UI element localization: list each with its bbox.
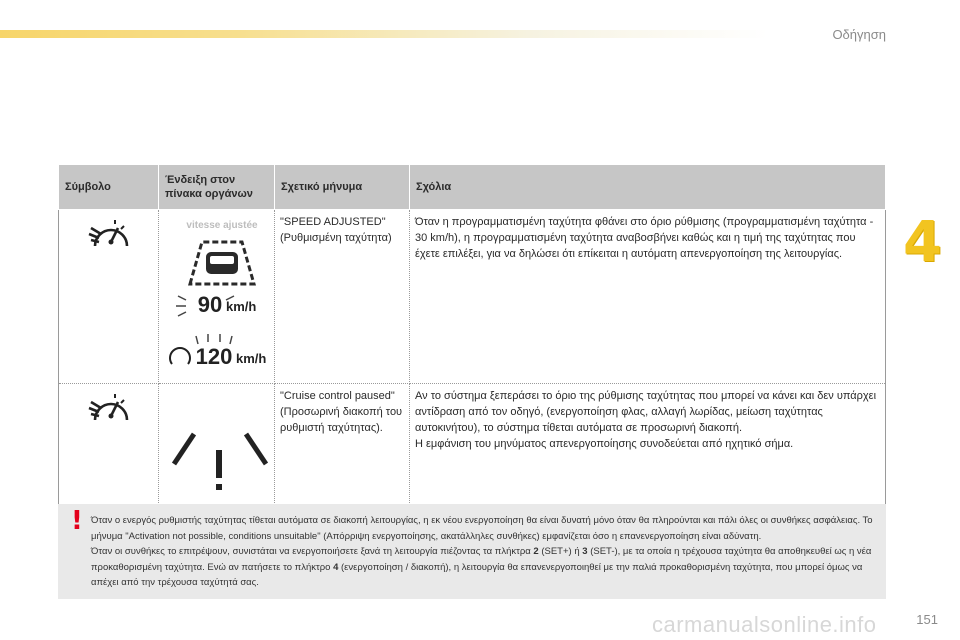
header-comment: Σχόλια <box>410 165 886 210</box>
key-2: 2 <box>533 546 539 558</box>
header-display: Ένδειξη στον πίνακα οργάνων <box>159 165 275 210</box>
speed-limiter-icon <box>87 214 131 250</box>
display-cell <box>159 384 275 506</box>
warning-paragraph: Όταν ο ενεργός ρυθμιστής ταχύτητας τίθεται αυτόματα σε διακοπή λειτουργίας, η εκ νέου ενεργοποίηση θα είναι δυνατή μόνο όταν θα πληρούνται και πάλι όλες οι συνθήκες ασφάλειας. Το μήνυμα "Activation not possible, conditions unsuitable" (Απόρριψη ενεργοποίησης, ακατάλληλες συνθήκες) εμφανίζεται όσο η επανενεργοποίηση είναι αδύνατη. <box>91 515 873 542</box>
display-unit-main: km/h <box>226 299 257 314</box>
symbol-cell <box>59 384 159 506</box>
watermark: carmanualsonline.info <box>652 612 877 637</box>
warning-text: (SET-), με τα οποία η τρέχουσα ταχύτητα θα αποθηκευθεί ως η νέα προκαθορισμένη ταχύτητα. Ενώ αν πατήσετε το πλήκτρο <box>91 546 872 573</box>
display-cell <box>159 210 275 384</box>
cruise-control-messages-table <box>58 164 886 506</box>
comment-paragraph: Όταν η προγραμματισμένη ταχύτητα φθάνει στο όριο ρύθμισης (προγραμματισμένη ταχύτητα - 30 km/h), η προγραμματισμένη ταχύτητα αναβοσβήνει καθώς και η τιμή της ταχύτητας που έχετε επιλέξει, για να δηλώσει ότι επίκειται η αυτόματη απενεργοποίηση της λειτουργίας. <box>415 216 874 260</box>
key-3: 3 <box>582 546 588 558</box>
comment-paragraph: Η εμφάνιση του μηνύματος απενεργοποίησης συνοδεύεται από ηχητικό σήμα. <box>415 438 794 450</box>
comment-paragraph: Αν το σύστημα ξεπεράσει το όριο της ρύθμισης ταχύτητας που μπορεί να κάνει και δεν υπάρχει αντίδραση από τον οδηγό, (ενεργοποίηση φλας, αλλαγή λωρίδας, μείωση ταχύτητας αυτοκινήτου), το σύστημα τίθεται αυτόματα σε προσωρινή διακοπή. <box>415 390 877 434</box>
warning-note-box <box>58 504 886 599</box>
display-banner: vitesse ajustée <box>186 220 258 231</box>
page-number: 151 <box>916 612 938 627</box>
symbol-cell <box>59 210 159 384</box>
warning-text: Όταν οι συνθήκες το επιτρέψουν, συνιστάται να ενεργοποιήσετε ξανά τη λειτουργία πιέζοντας τα πλήκτρα <box>91 546 531 558</box>
table-row <box>59 210 886 384</box>
table-row <box>59 384 886 506</box>
speed-limiter-icon <box>87 388 131 424</box>
cluster-display-illustration <box>164 214 276 374</box>
header-symbol: Σύμβολο <box>59 165 159 210</box>
message-cell: "SPEED ADJUSTED" (Ρυθμισμένη ταχύτητα) <box>275 210 410 384</box>
warning-paragraph-keys <box>91 544 878 591</box>
header-accent-bar <box>0 30 960 38</box>
display-speed-main: 90 <box>197 292 223 317</box>
section-title: Οδήγηση <box>832 27 886 42</box>
warning-text: (SET+) ή <box>541 546 580 558</box>
display-speed-alt: 120 <box>195 344 233 369</box>
chapter-number-tab: 4 <box>903 210 942 275</box>
warning-text: (ενεργοποίηση / διακοπή), η λειτουργία θα επανενεργοποιηθεί με την παλιά προκαθορισμένη ταχύτητα, που μπορεί όμως να απέχει από την τρέχουσα ταχύτητά σας. <box>91 561 863 589</box>
warning-exclamation-icon <box>164 388 276 496</box>
comment-cell <box>410 210 886 384</box>
message-cell: "Cruise control paused" (Προσωρινή διακοπή του ρυθμιστή ταχύτητας). <box>275 384 410 506</box>
warning-exclamation-icon: ! <box>71 506 83 536</box>
table-header-row <box>59 165 886 210</box>
display-unit-alt: km/h <box>236 351 267 366</box>
comment-cell <box>410 384 886 506</box>
header-message: Σχετικό μήνυμα <box>275 165 410 210</box>
key-4: 4 <box>333 561 339 573</box>
